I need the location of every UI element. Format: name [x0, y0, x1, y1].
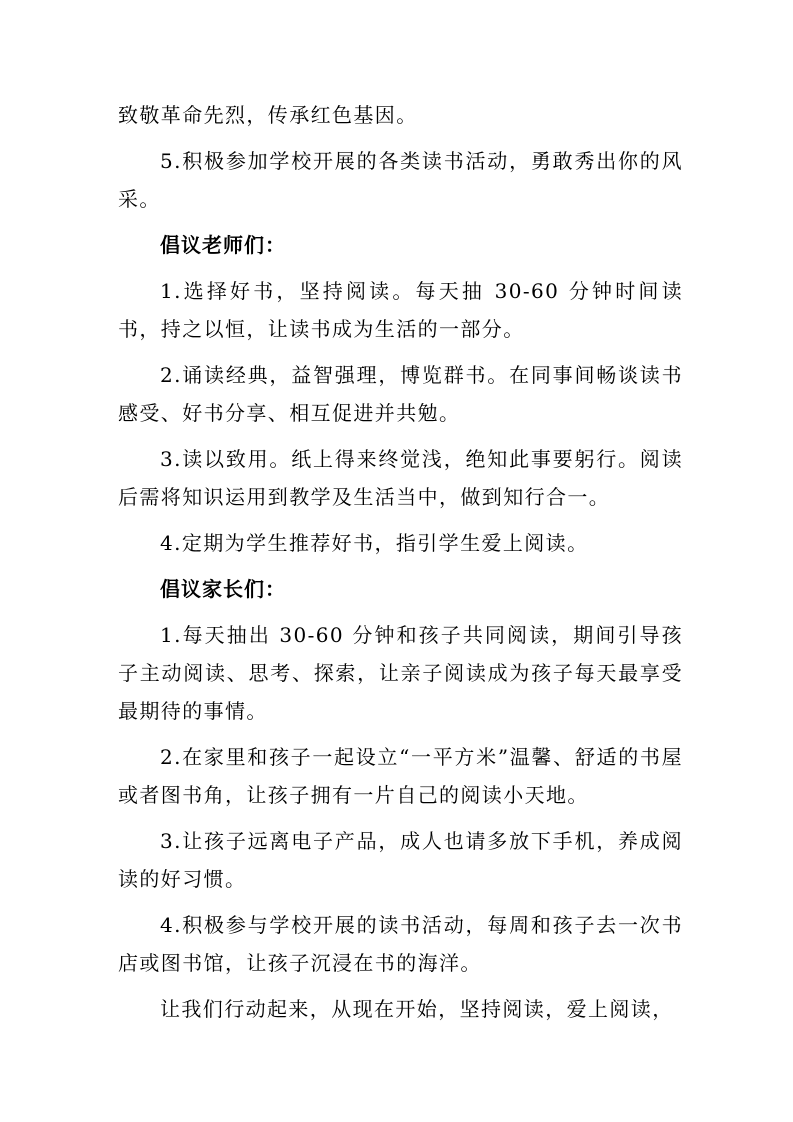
teacher-item-3: 3.读以致用。纸上得来终觉浅，绝知此事要躬行。阅读后需将知识运用到教学及生活当中，做到知行合一。 — [118, 447, 683, 509]
closing-paragraph: 让我们行动起来，从现在开始，坚持阅读，爱上阅读， — [160, 997, 674, 1021]
parent-item-1: 1.每天抽出 30-60 分钟和孩子共同阅读，期间引导孩子主动阅读、思考、探索，让亲子阅读成为孩子每天最享受最期待的事情。 — [118, 623, 683, 723]
parents-heading: 倡议家长们： — [160, 577, 286, 601]
parent-item-3: 3.让孩子远离电子产品，成人也请多放下手机，养成阅读的好习惯。 — [118, 829, 683, 891]
parent-item-2: 2.在家里和孩子一起设立“一平方米”温馨、舒适的书屋或者图书角，让孩子拥有一片自己的阅读小天地。 — [118, 745, 683, 807]
teacher-item-2: 2.诵读经典，益智强理，博览群书。在同事间畅谈读书感受、好书分享、相互促进并共勉。 — [118, 363, 683, 425]
parent-item-4: 4.积极参与学校开展的读书活动，每周和孩子去一次书店或图书馆，让孩子沉浸在书的海洋。 — [118, 913, 683, 975]
teacher-item-4: 4.定期为学生推荐好书，指引学生爱上阅读。 — [160, 531, 589, 555]
teacher-item-1: 1.选择好书，坚持阅读。每天抽 30-60 分钟时间读书，持之以恒，让读书成为生活的一部分。 — [118, 279, 683, 341]
paragraph-continuation: 致敬革命先烈，传承红色基因。 — [118, 103, 418, 127]
teachers-heading: 倡议老师们： — [160, 233, 286, 257]
student-item-5: 5.积极参加学校开展的各类读书活动，勇敢秀出你的风采。 — [118, 149, 683, 211]
